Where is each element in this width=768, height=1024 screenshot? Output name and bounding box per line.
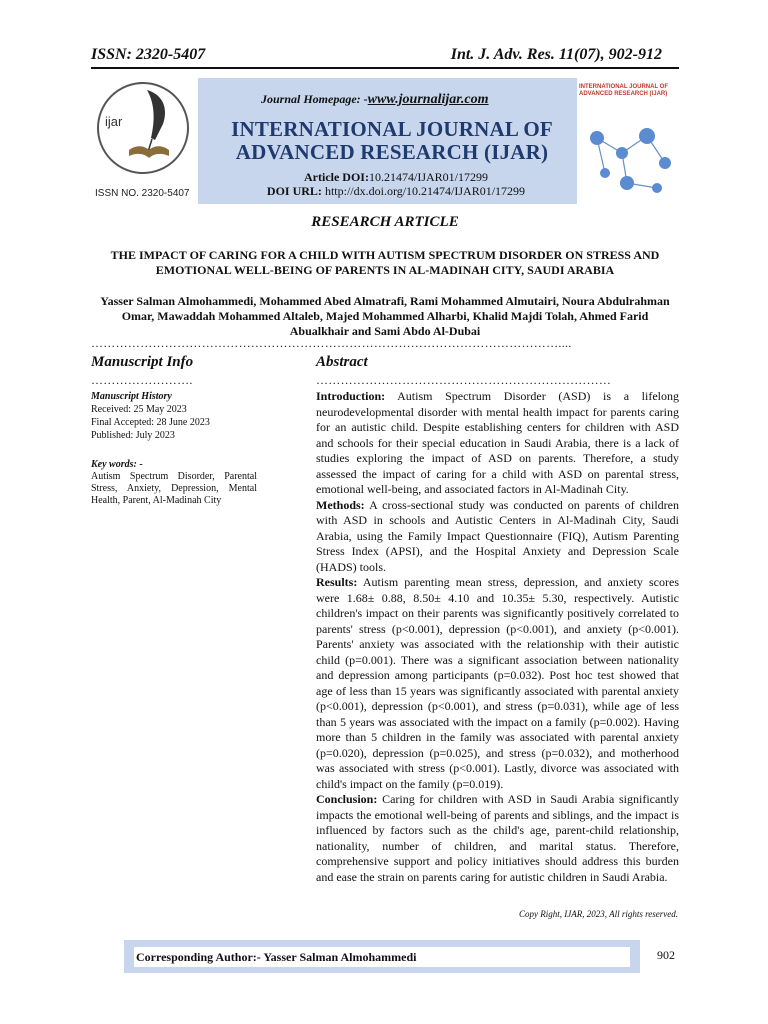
published-date: Published: July 2023 — [91, 430, 175, 441]
article-title: THE IMPACT OF CARING FOR A CHILD WITH AUTISM SPECTRUM DISORDER ON STRESS AND EMOTIONAL WELL-BEING OF PARENTS IN AL-MADINAH CITY, SAUDI ARABIA — [110, 248, 660, 277]
molecule-icon — [577, 78, 679, 204]
accepted-date: Final Accepted: 28 June 2023 — [91, 417, 210, 428]
abstract-introduction — [316, 389, 679, 498]
separator-dots-right: ……………………………………………………………… — [316, 373, 612, 387]
journal-homepage — [261, 92, 489, 108]
keywords-label: Key words: - — [91, 459, 143, 470]
journal-cover-thumbnail — [577, 78, 679, 204]
corresponding-author: Corresponding Author:- Yasser Salman Almohammedi — [134, 947, 630, 967]
keywords-list: Autism Spectrum Disorder, Parental Stress, Anxiety, Depression, Mental Health, Parent, Al-Madinah City — [91, 471, 257, 506]
abstract-body — [316, 389, 679, 885]
abstract-heading: Abstract — [316, 354, 368, 370]
journal-citation: Int. J. Adv. Res. 11(07), 902-912 — [450, 46, 662, 63]
article-doi-label: Article DOI: — [304, 170, 369, 184]
methods-label: Methods: — [316, 497, 365, 512]
copyright-notice: Copy Right, IJAR, 2023, All rights reserved. — [519, 909, 678, 919]
doi-block — [211, 170, 581, 198]
article-doi — [211, 170, 581, 184]
issn-label: ISSN: 2320-5407 — [91, 46, 206, 63]
conclusion-label: Conclusion: — [316, 792, 378, 806]
manuscript-history — [91, 390, 257, 442]
homepage-link[interactable]: www.journalijar.com — [367, 92, 489, 107]
journal-name-line1: INTERNATIONAL JOURNAL OF — [231, 117, 553, 141]
article-doi-value: 10.21474/IJAR01/17299 — [368, 170, 488, 184]
received-date: Received: 25 May 2023 — [91, 404, 187, 415]
corresponding-author-box — [124, 940, 640, 973]
conclusion-text: Caring for children with ASD in Saudi Arabia significantly impacts the emotional well-being of parents and siblings, and the impact is influenced by factors such as the child's age, parent-child relationship, nationality, number of children, and marital status. Therefore, comprehensive support and policy initiatives should address this burden and ease the strain on parents caring for autistic children in Saudi Arabia. — [316, 792, 679, 884]
article-type: RESEARCH ARTICLE — [311, 214, 459, 230]
abstract-methods — [316, 498, 679, 576]
logo-issn: ISSN NO. 2320-5407 — [95, 188, 190, 199]
introduction-text: Autism Spectrum Disorder (ASD) is a lifelong neurodevelopmental disorder with mental health impact for parents caring for an autistic child. Despite establishing centers for children with ASD and schools for their special education in Saudi Arabia, there is a lack of studies exploring the impact of ASD on parents. Therefore, a study assessed the impact of caring for a child with ASD on parental stress, emotional well-being, and associated factors in Al-Madinah City. — [316, 389, 679, 496]
abstract-conclusion — [316, 792, 679, 885]
journal-logo — [91, 78, 198, 204]
cover-title: INTERNATIONAL JOURNAL OF ADVANCED RESEARCH (IJAR) — [579, 84, 669, 97]
separator-dots-left: ……………………. — [91, 373, 193, 387]
homepage-label: Journal Homepage: - — [261, 92, 368, 106]
introduction-label: Introduction: — [316, 389, 386, 403]
separator-dots: …………………………………………………………………………………………………….... — [91, 336, 572, 350]
page-number: 902 — [657, 948, 675, 962]
results-text: Autism parenting mean stress, depression, and anxiety scores were 1.68± 0.88, 8.50± 4.10 and 10.35± 5.30, respectively. Autistic children's impact on their parents was significantly positively correlated to parents' stress (p<0.001), depression (p<0.001), and anxiety (p<0.001). Parents' anxiety was associated with the relationship with their autistic child (p=0.001). There was a significant association between nationality and depression among participants (p=0.032). Post hoc test showed that age of less than 15 years was significantly associated with parental anxiety (p<0.001), depression (p<0.001), and stress (p=0.031), while age of less than 5 years was associated with the impact on a family (p=0.002). Having more than 5 children in the family was associated with parental anxiety (p=0.020), depression (p=0.025), and stress (p=0.032), and motherhood was associated with stress (p<0.001). Lastly, divorce was associated with child's impact on the family (p=0.019). — [316, 575, 679, 791]
manuscript-info-heading: Manuscript Info — [91, 354, 194, 370]
abstract-results — [316, 575, 679, 792]
doi-url-label: DOI URL: — [266, 184, 322, 198]
doi-url-link[interactable]: http://dx.doi.org/10.21474/IJAR01/17299 — [324, 184, 526, 198]
journal-name-line2: ADVANCED RESEARCH (IJAR) — [235, 140, 549, 164]
methods-text: A cross-sectional study was conducted on parents of children with ASD in schools and Autistic Centers in Al-Madinah City, Saudi Arabia, using the Family Impact Questionnaire (FIQ), Autism Parenting Stress Index (APSI), and the Hospital Anxiety and Depression Scale (HADS) tools. — [316, 497, 679, 574]
logo-text: ijar — [105, 114, 123, 129]
journal-banner — [91, 78, 679, 204]
header-rule — [91, 67, 679, 69]
results-label: Results: — [316, 575, 358, 589]
history-label: Manuscript History — [91, 391, 172, 402]
doi-url — [211, 184, 581, 198]
keywords-block — [91, 459, 257, 507]
author-list: Yasser Salman Almohammedi, Mohammed Abed Almatrafi, Rami Mohammed Almutairi, Noura Abdulrahman Omar, Mawaddah Mohammed Altaleb, Majed Mohammed Alharbi, Khalid Majdi Tolah, Ahmed Farid Abualkhair and Sami Abdo Al-Dubai — [100, 294, 670, 338]
journal-name — [217, 118, 567, 164]
